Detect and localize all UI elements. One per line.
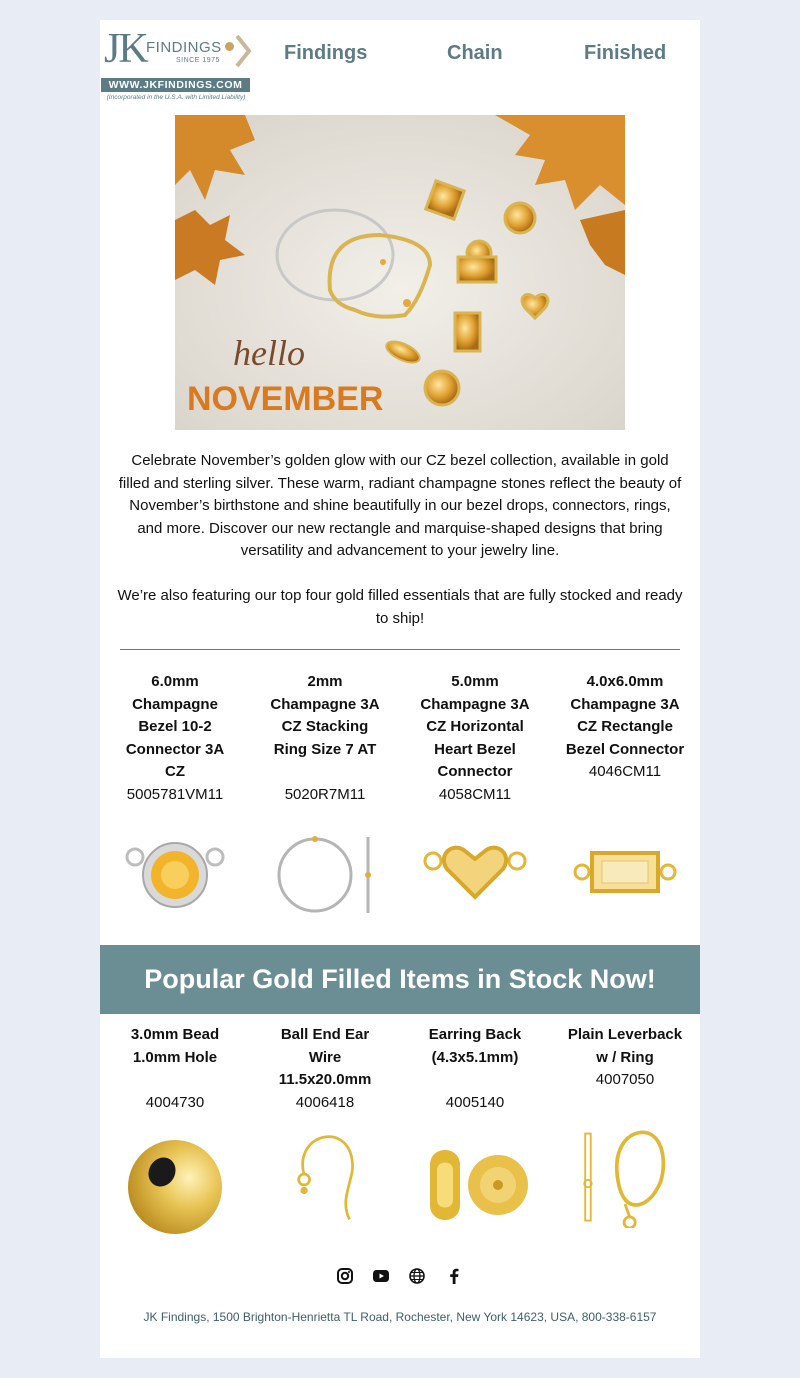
product-sku: 4005140 xyxy=(445,1093,505,1111)
leverback-icon[interactable] xyxy=(570,1128,680,1228)
product-sku: 4046CM11 xyxy=(588,763,662,780)
product-name[interactable]: 3.0mm Bead 1.0mm Hole xyxy=(130,1026,220,1066)
stacking-ring-icon[interactable] xyxy=(270,825,380,925)
product-card[interactable] xyxy=(265,671,385,806)
in-stock-banner: Popular Gold Filled Items in Stock Now! xyxy=(100,945,700,1014)
logo-since: SINCE 1975 xyxy=(176,57,220,64)
ear-wire-icon[interactable] xyxy=(270,1125,380,1225)
jk-findings-logo[interactable] xyxy=(100,26,252,101)
nav-chain[interactable]: Chain xyxy=(447,42,503,64)
product-name[interactable]: Plain Leverback w / Ring xyxy=(567,1026,683,1066)
product-card[interactable] xyxy=(565,671,685,784)
product-sku: 5005781VM11 xyxy=(126,785,224,803)
bezel-connector-round-icon[interactable] xyxy=(120,825,230,925)
facebook-icon[interactable] xyxy=(445,1267,463,1285)
logo-note: (Incorporated in the U.S.A. with Limited Liability) xyxy=(106,94,246,101)
product-name[interactable]: 2mm Champagne 3A CZ Stacking Ring Size 7 AT xyxy=(270,673,380,758)
earring-back-icon[interactable] xyxy=(420,1135,530,1235)
rectangle-bezel-connector-icon[interactable] xyxy=(570,825,680,925)
logo-name: FINDINGS xyxy=(146,39,222,56)
logo-url: WWW.JKFINDINGS.COM xyxy=(101,78,250,92)
intro-paragraph: Celebrate November’s golden glow with our CZ bezel collection, available in gold filled and sterling silver. These warm, radiant champagne stones reflect the beauty of November’s birthstone and shine beautifully in our bezel drops, connectors, rings, and more. Discover our new rectangle and marquise-shaped designs that bring versatility and advancement to your jewelry line. xyxy=(118,452,682,559)
product-name[interactable]: Earring Back (4.3x5.1mm) xyxy=(428,1026,522,1066)
hero-image[interactable] xyxy=(175,115,625,430)
logo-chevron-icon xyxy=(234,34,252,68)
product-sku: 4006418 xyxy=(295,1093,355,1111)
nav-finished[interactable]: Finished xyxy=(584,42,667,64)
hero-headline-november: NOVEMBER xyxy=(187,380,384,418)
heart-bezel-connector-icon[interactable] xyxy=(420,825,530,925)
logo-dot-icon xyxy=(225,42,234,51)
hero-headline-hello: hello xyxy=(233,333,305,373)
product-name[interactable]: Ball End Ear Wire 11.5x20.0mm xyxy=(278,1026,372,1088)
product-card[interactable] xyxy=(115,1024,235,1114)
logo-mark: JK xyxy=(104,26,147,72)
gold-bead-icon[interactable] xyxy=(120,1135,230,1235)
product-card[interactable] xyxy=(265,1024,385,1114)
youtube-icon[interactable] xyxy=(372,1267,390,1285)
product-card[interactable] xyxy=(115,671,235,806)
product-sku: 4058CM11 xyxy=(438,785,512,803)
footer-address: JK Findings, 1500 Brighton-Henrietta TL Road, Rochester, New York 14623, USA, 800-338-6157 xyxy=(143,1310,657,1324)
product-card[interactable] xyxy=(415,1024,535,1114)
product-name[interactable]: 5.0mm Champagne 3A CZ Horizontal Heart Bezel Connector xyxy=(420,673,530,780)
email-body xyxy=(100,20,700,1358)
product-card[interactable] xyxy=(415,671,535,806)
hero-photo-illustration xyxy=(175,115,625,430)
product-name[interactable]: 4.0x6.0mm Champagne 3A CZ Rectangle Bezel Connector xyxy=(565,673,685,758)
nav-findings[interactable]: Findings xyxy=(284,42,368,64)
product-card[interactable] xyxy=(565,1024,685,1092)
product-sku: 4004730 xyxy=(145,1093,205,1111)
product-sku: 4007050 xyxy=(595,1071,655,1088)
product-sku: 5020R7M11 xyxy=(284,785,366,803)
intro-paragraph-2: We’re also featuring our top four gold filled essentials that are fully stocked and ready to ship! xyxy=(117,587,683,627)
product-name[interactable]: 6.0mm Champagne Bezel 10-2 Connector 3A CZ xyxy=(125,673,225,780)
instagram-icon[interactable] xyxy=(336,1267,354,1285)
globe-icon[interactable] xyxy=(408,1267,426,1285)
divider xyxy=(120,649,680,650)
